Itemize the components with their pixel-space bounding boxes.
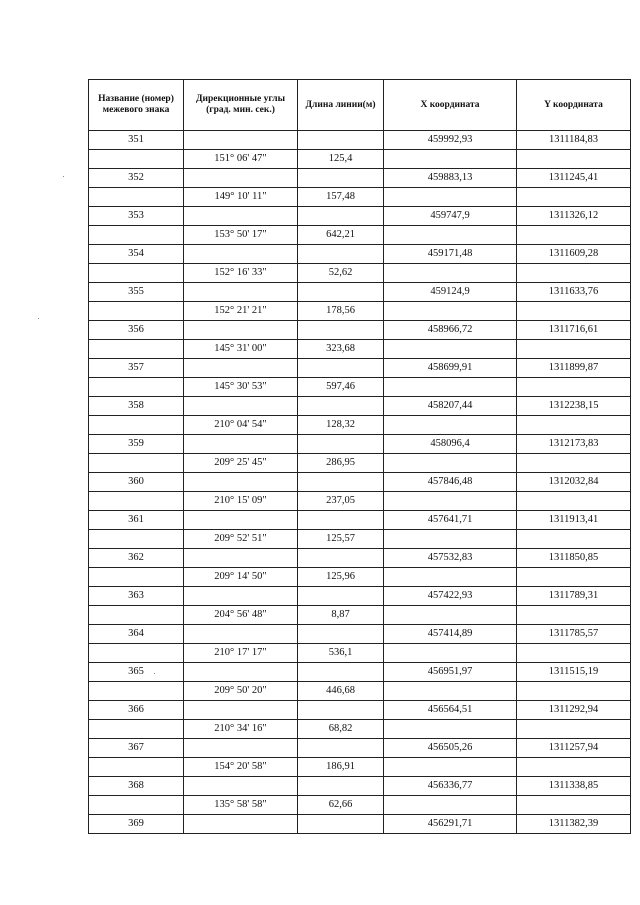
cell-mark-name: [89, 188, 184, 207]
cell-y-coordinate: [517, 644, 631, 663]
cell-line-length: [298, 283, 384, 302]
cell-mark-name: 369: [89, 815, 184, 834]
cell-x-coordinate: 458966,72: [384, 321, 517, 340]
cell-x-coordinate: 456505,26: [384, 739, 517, 758]
cell-x-coordinate: 459992,93: [384, 131, 517, 150]
cell-mark-name: [89, 606, 184, 625]
table-row: [89, 682, 631, 701]
cell-y-coordinate: 1311338,85: [517, 777, 631, 796]
table-row: [89, 435, 631, 454]
cell-x-coordinate: 459124,9: [384, 283, 517, 302]
table-row: [89, 416, 631, 435]
cell-line-length: 52,62: [298, 264, 384, 283]
cell-direction-angle: [184, 397, 298, 416]
cell-direction-angle: 135° 58' 58": [184, 796, 298, 815]
cell-line-length: [298, 245, 384, 264]
cell-y-coordinate: [517, 454, 631, 473]
cell-direction-angle: 151° 06' 47": [184, 150, 298, 169]
cell-y-coordinate: 1311382,39: [517, 815, 631, 834]
cell-line-length: [298, 625, 384, 644]
cell-x-coordinate: [384, 720, 517, 739]
cell-direction-angle: 153° 50' 17": [184, 226, 298, 245]
cell-y-coordinate: [517, 302, 631, 321]
cell-direction-angle: 209° 14' 50": [184, 568, 298, 587]
cell-x-coordinate: [384, 150, 517, 169]
cell-direction-angle: [184, 701, 298, 720]
header-y-coordinate: Y координата: [517, 80, 631, 131]
cell-mark-name: [89, 302, 184, 321]
header-mark-name: Название (номер) межевого знака: [89, 80, 184, 131]
cell-mark-name: [89, 796, 184, 815]
cell-direction-angle: 149° 10' 11": [184, 188, 298, 207]
cell-mark-name: [89, 454, 184, 473]
cell-mark-name: [89, 226, 184, 245]
cell-direction-angle: [184, 549, 298, 568]
cell-direction-angle: 154° 20' 58": [184, 758, 298, 777]
cell-x-coordinate: 459747,9: [384, 207, 517, 226]
cell-y-coordinate: [517, 492, 631, 511]
table-row: [89, 264, 631, 283]
table-row: [89, 397, 631, 416]
cell-y-coordinate: 1312238,15: [517, 397, 631, 416]
cell-mark-name: 352: [89, 169, 184, 188]
cell-x-coordinate: 457532,83: [384, 549, 517, 568]
cell-y-coordinate: 1311899,87: [517, 359, 631, 378]
table-row: [89, 739, 631, 758]
cell-direction-angle: [184, 207, 298, 226]
cell-mark-name: 368: [89, 777, 184, 796]
cell-mark-name: 351: [89, 131, 184, 150]
table-row: [89, 549, 631, 568]
cell-direction-angle: [184, 815, 298, 834]
table-row: [89, 568, 631, 587]
cell-mark-name: [89, 644, 184, 663]
cell-mark-name: 357: [89, 359, 184, 378]
cell-y-coordinate: [517, 378, 631, 397]
cell-line-length: 536,1: [298, 644, 384, 663]
cell-direction-angle: 209° 50' 20": [184, 682, 298, 701]
cell-mark-name: 365: [89, 663, 184, 682]
cell-line-length: [298, 511, 384, 530]
boundary-marks-table: [88, 79, 631, 834]
cell-mark-name: [89, 378, 184, 397]
cell-direction-angle: 152° 21' 21": [184, 302, 298, 321]
cell-line-length: [298, 435, 384, 454]
cell-x-coordinate: [384, 796, 517, 815]
cell-direction-angle: [184, 321, 298, 340]
cell-y-coordinate: 1312032,84: [517, 473, 631, 492]
cell-line-length: 125,96: [298, 568, 384, 587]
cell-direction-angle: 204° 56' 48": [184, 606, 298, 625]
cell-line-length: [298, 169, 384, 188]
cell-line-length: [298, 701, 384, 720]
cell-mark-name: [89, 492, 184, 511]
table-row: [89, 720, 631, 739]
table-row: [89, 815, 631, 834]
cell-mark-name: [89, 150, 184, 169]
cell-mark-name: 361: [89, 511, 184, 530]
cell-mark-name: [89, 264, 184, 283]
scan-speck: [63, 176, 64, 177]
cell-x-coordinate: 458096,4: [384, 435, 517, 454]
cell-mark-name: 360: [89, 473, 184, 492]
cell-line-length: 286,95: [298, 454, 384, 473]
cell-x-coordinate: [384, 302, 517, 321]
cell-y-coordinate: 1311789,31: [517, 587, 631, 606]
header-line-length: Длина линии(м): [298, 80, 384, 131]
cell-line-length: [298, 587, 384, 606]
cell-x-coordinate: 457414,89: [384, 625, 517, 644]
cell-direction-angle: [184, 131, 298, 150]
cell-x-coordinate: [384, 644, 517, 663]
cell-x-coordinate: [384, 606, 517, 625]
table-row: [89, 131, 631, 150]
cell-line-length: [298, 397, 384, 416]
table-row: [89, 188, 631, 207]
cell-direction-angle: [184, 625, 298, 644]
cell-x-coordinate: 459883,13: [384, 169, 517, 188]
cell-line-length: [298, 739, 384, 758]
cell-x-coordinate: [384, 530, 517, 549]
cell-mark-name: 356: [89, 321, 184, 340]
table-row: [89, 283, 631, 302]
table-row: [89, 758, 631, 777]
cell-y-coordinate: [517, 796, 631, 815]
table-row: [89, 245, 631, 264]
cell-y-coordinate: [517, 416, 631, 435]
table-row: [89, 207, 631, 226]
cell-y-coordinate: [517, 720, 631, 739]
cell-x-coordinate: [384, 188, 517, 207]
cell-y-coordinate: 1311245,41: [517, 169, 631, 188]
cell-mark-name: [89, 530, 184, 549]
table-row: [89, 169, 631, 188]
cell-x-coordinate: [384, 340, 517, 359]
scan-speck: [38, 318, 39, 319]
cell-x-coordinate: [384, 758, 517, 777]
cell-direction-angle: [184, 169, 298, 188]
cell-mark-name: [89, 720, 184, 739]
cell-x-coordinate: [384, 416, 517, 435]
cell-y-coordinate: 1311633,76: [517, 283, 631, 302]
cell-mark-name: [89, 758, 184, 777]
cell-x-coordinate: [384, 226, 517, 245]
table-row: [89, 663, 631, 682]
cell-x-coordinate: 456564,51: [384, 701, 517, 720]
cell-line-length: 62,66: [298, 796, 384, 815]
cell-line-length: 237,05: [298, 492, 384, 511]
cell-direction-angle: 145° 30' 53": [184, 378, 298, 397]
table-row: [89, 796, 631, 815]
cell-direction-angle: [184, 511, 298, 530]
cell-y-coordinate: 1311850,85: [517, 549, 631, 568]
cell-y-coordinate: [517, 226, 631, 245]
cell-line-length: 125,4: [298, 150, 384, 169]
cell-direction-angle: [184, 359, 298, 378]
table-row: [89, 701, 631, 720]
cell-direction-angle: [184, 435, 298, 454]
cell-line-length: [298, 359, 384, 378]
header-direction-angle: Дирекционные углы (град. мин. сек.): [184, 80, 298, 131]
table-row: [89, 150, 631, 169]
table-row: [89, 511, 631, 530]
cell-line-length: [298, 207, 384, 226]
cell-direction-angle: [184, 473, 298, 492]
cell-direction-angle: [184, 283, 298, 302]
cell-line-length: 8,87: [298, 606, 384, 625]
cell-direction-angle: 210° 15' 09": [184, 492, 298, 511]
table-row: [89, 530, 631, 549]
cell-direction-angle: 145° 31' 00": [184, 340, 298, 359]
cell-line-length: [298, 321, 384, 340]
table-row: [89, 321, 631, 340]
cell-direction-angle: 210° 04' 54": [184, 416, 298, 435]
cell-mark-name: 359: [89, 435, 184, 454]
cell-mark-name: [89, 682, 184, 701]
cell-line-length: [298, 473, 384, 492]
cell-line-length: [298, 663, 384, 682]
cell-y-coordinate: 1311785,57: [517, 625, 631, 644]
cell-x-coordinate: 458207,44: [384, 397, 517, 416]
header-x-coordinate: X координата: [384, 80, 517, 131]
cell-direction-angle: 209° 25' 45": [184, 454, 298, 473]
cell-line-length: [298, 815, 384, 834]
cell-direction-angle: [184, 245, 298, 264]
cell-y-coordinate: [517, 682, 631, 701]
cell-mark-name: 358: [89, 397, 184, 416]
cell-direction-angle: [184, 587, 298, 606]
cell-y-coordinate: [517, 188, 631, 207]
cell-x-coordinate: [384, 378, 517, 397]
table-row: [89, 454, 631, 473]
cell-line-length: 323,68: [298, 340, 384, 359]
cell-line-length: 157,48: [298, 188, 384, 207]
cell-x-coordinate: 457641,71: [384, 511, 517, 530]
table-row: [89, 340, 631, 359]
table-row: [89, 606, 631, 625]
cell-line-length: [298, 131, 384, 150]
cell-mark-name: 367: [89, 739, 184, 758]
cell-y-coordinate: 1311913,41: [517, 511, 631, 530]
table-row: [89, 302, 631, 321]
table-body: [89, 131, 631, 834]
table-row: [89, 644, 631, 663]
cell-direction-angle: [184, 663, 298, 682]
table-row: [89, 777, 631, 796]
cell-mark-name: 363: [89, 587, 184, 606]
cell-y-coordinate: [517, 758, 631, 777]
cell-mark-name: 355: [89, 283, 184, 302]
cell-line-length: 642,21: [298, 226, 384, 245]
cell-mark-name: 353: [89, 207, 184, 226]
cell-mark-name: 366: [89, 701, 184, 720]
table-row: [89, 226, 631, 245]
table-row: [89, 359, 631, 378]
cell-y-coordinate: 1311515,19: [517, 663, 631, 682]
table-row: [89, 492, 631, 511]
cell-y-coordinate: 1311292,94: [517, 701, 631, 720]
cell-x-coordinate: 456291,71: [384, 815, 517, 834]
cell-x-coordinate: 458699,91: [384, 359, 517, 378]
cell-y-coordinate: 1311326,12: [517, 207, 631, 226]
cell-direction-angle: [184, 739, 298, 758]
cell-line-length: 446,68: [298, 682, 384, 701]
cell-x-coordinate: [384, 454, 517, 473]
table-row: [89, 473, 631, 492]
cell-y-coordinate: [517, 606, 631, 625]
cell-x-coordinate: 456951,97: [384, 663, 517, 682]
table-row: [89, 625, 631, 644]
cell-x-coordinate: [384, 264, 517, 283]
cell-mark-name: [89, 416, 184, 435]
cell-x-coordinate: [384, 492, 517, 511]
cell-direction-angle: 209° 52' 51": [184, 530, 298, 549]
cell-y-coordinate: [517, 150, 631, 169]
cell-mark-name: 354: [89, 245, 184, 264]
cell-direction-angle: 152° 16' 33": [184, 264, 298, 283]
cell-line-length: 178,56: [298, 302, 384, 321]
cell-y-coordinate: 1311716,61: [517, 321, 631, 340]
cell-mark-name: [89, 568, 184, 587]
cell-line-length: [298, 549, 384, 568]
cell-y-coordinate: [517, 264, 631, 283]
cell-y-coordinate: [517, 340, 631, 359]
cell-y-coordinate: 1312173,83: [517, 435, 631, 454]
cell-y-coordinate: [517, 568, 631, 587]
cell-line-length: 128,32: [298, 416, 384, 435]
cell-y-coordinate: [517, 530, 631, 549]
scan-speck: [154, 673, 155, 674]
cell-x-coordinate: 456336,77: [384, 777, 517, 796]
table-header-row: [89, 80, 631, 131]
cell-line-length: 68,82: [298, 720, 384, 739]
cell-direction-angle: 210° 34' 16": [184, 720, 298, 739]
cell-direction-angle: [184, 777, 298, 796]
table-row: [89, 587, 631, 606]
cell-y-coordinate: 1311257,94: [517, 739, 631, 758]
cell-mark-name: 362: [89, 549, 184, 568]
cell-y-coordinate: 1311184,83: [517, 131, 631, 150]
cell-line-length: 125,57: [298, 530, 384, 549]
cell-x-coordinate: [384, 568, 517, 587]
cell-y-coordinate: 1311609,28: [517, 245, 631, 264]
cell-mark-name: [89, 340, 184, 359]
table-row: [89, 378, 631, 397]
cell-line-length: [298, 777, 384, 796]
cell-x-coordinate: [384, 682, 517, 701]
cell-line-length: 186,91: [298, 758, 384, 777]
cell-x-coordinate: 457422,93: [384, 587, 517, 606]
cell-x-coordinate: 457846,48: [384, 473, 517, 492]
cell-mark-name: 364: [89, 625, 184, 644]
cell-x-coordinate: 459171,48: [384, 245, 517, 264]
cell-direction-angle: 210° 17' 17": [184, 644, 298, 663]
cell-line-length: 597,46: [298, 378, 384, 397]
